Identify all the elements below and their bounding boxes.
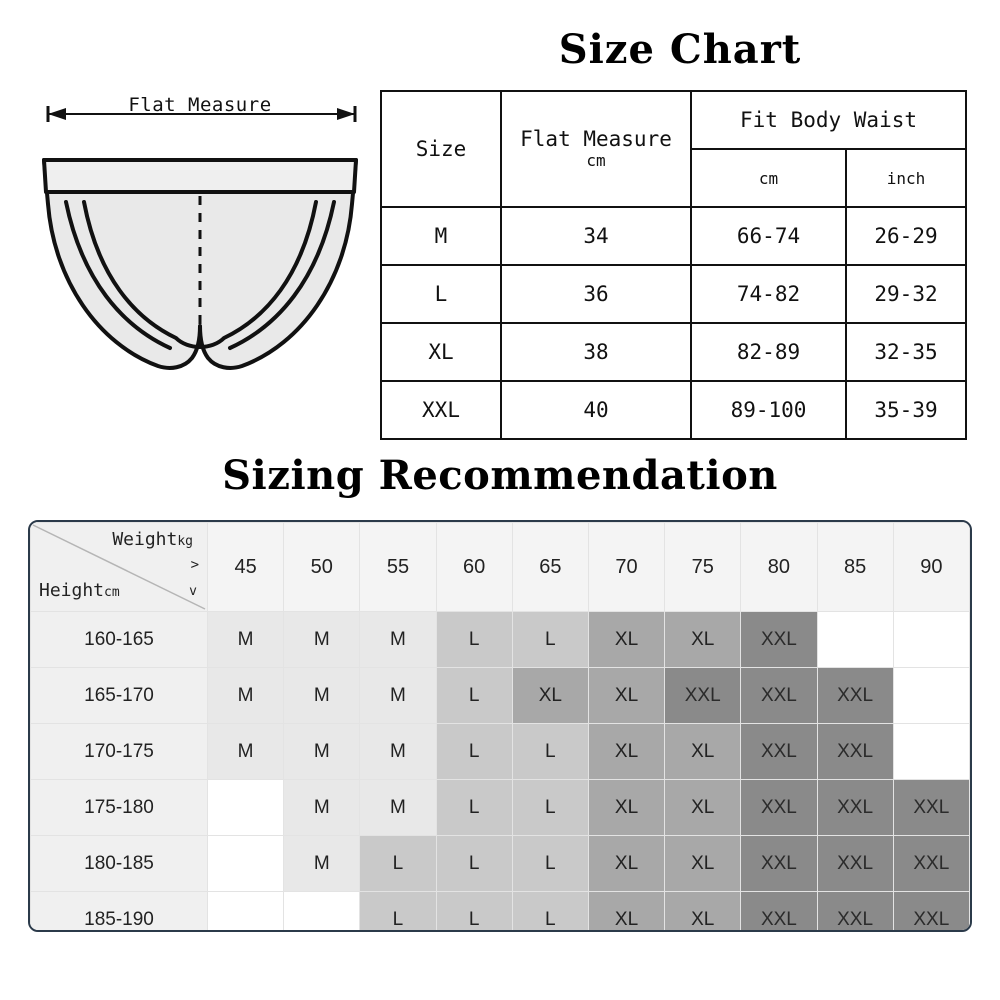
flat-measure-illustration xyxy=(30,80,370,380)
reco-size-cell: XL xyxy=(588,612,664,668)
cell-flat-measure: 36 xyxy=(501,265,691,323)
reco-size-cell: XL xyxy=(588,668,664,724)
reco-size-cell: L xyxy=(512,836,588,892)
reco-size-cell: XXL xyxy=(893,780,969,836)
reco-height-header: 160-165 xyxy=(31,612,208,668)
reco-size-cell xyxy=(208,836,284,892)
reco-weight-header: 45 xyxy=(208,523,284,612)
reco-size-cell: XL xyxy=(588,892,664,933)
reco-size-cell: M xyxy=(284,724,360,780)
reco-weight-header: 60 xyxy=(436,523,512,612)
reco-size-cell: XXL xyxy=(893,836,969,892)
table-header-row xyxy=(381,91,966,149)
reco-size-cell: XL xyxy=(588,780,664,836)
header-flat-measure-unit: cm xyxy=(586,151,606,171)
reco-size-cell: M xyxy=(284,780,360,836)
table-row xyxy=(381,265,966,323)
reco-header-row xyxy=(31,523,970,612)
cell-flat-measure: 38 xyxy=(501,323,691,381)
reco-size-cell: XL xyxy=(512,668,588,724)
reco-size-cell: XXL xyxy=(741,612,817,668)
header-flat-measure xyxy=(501,91,691,207)
reco-weight-header: 85 xyxy=(817,523,893,612)
reco-size-cell: XXL xyxy=(817,668,893,724)
reco-size-cell: M xyxy=(360,780,436,836)
size-chart-title: Size Chart xyxy=(558,26,802,73)
reco-size-cell: XL xyxy=(588,836,664,892)
cell-size: XL xyxy=(381,323,501,381)
reco-size-cell: L xyxy=(512,780,588,836)
reco-size-cell: XXL xyxy=(741,668,817,724)
reco-height-label: Heightcm xyxy=(39,580,120,601)
header-waist-cm: cm xyxy=(691,149,846,207)
reco-size-cell: M xyxy=(360,724,436,780)
reco-size-cell xyxy=(893,612,969,668)
reco-size-cell: L xyxy=(436,612,512,668)
cell-waist-inch: 35-39 xyxy=(846,381,966,439)
cell-size: L xyxy=(381,265,501,323)
reco-size-cell: M xyxy=(360,612,436,668)
reco-height-header: 175-180 xyxy=(31,780,208,836)
reco-size-cell: L xyxy=(512,724,588,780)
header-size: Size xyxy=(381,91,501,207)
reco-size-cell: L xyxy=(436,892,512,933)
reco-size-cell: XL xyxy=(665,612,741,668)
cell-waist-cm: 74-82 xyxy=(691,265,846,323)
reco-size-cell: XXL xyxy=(817,892,893,933)
reco-height-header: 165-170 xyxy=(31,668,208,724)
reco-size-cell xyxy=(208,892,284,933)
reco-size-cell: M xyxy=(284,612,360,668)
reco-weight-arrow: > xyxy=(190,557,199,573)
reco-size-cell: L xyxy=(436,724,512,780)
reco-size-cell: XXL xyxy=(817,836,893,892)
cell-size: M xyxy=(381,207,501,265)
cell-size: XXL xyxy=(381,381,501,439)
reco-corner-cell xyxy=(31,523,208,612)
header-waist-inch: inch xyxy=(846,149,966,207)
reco-size-cell: L xyxy=(436,780,512,836)
table-row xyxy=(381,207,966,265)
header-flat-measure-text: Flat Measure xyxy=(520,127,672,152)
reco-size-cell: L xyxy=(512,892,588,933)
sizing-recommendation-panel xyxy=(28,520,972,932)
cell-waist-inch: 32-35 xyxy=(846,323,966,381)
sizing-recommendation-table xyxy=(30,522,970,932)
reco-size-cell: M xyxy=(284,668,360,724)
flat-measure-label: Flat Measure xyxy=(128,94,272,116)
briefs-icon xyxy=(30,130,370,380)
cell-flat-measure: 40 xyxy=(501,381,691,439)
header-fit-body-waist: Fit Body Waist xyxy=(691,91,966,149)
reco-size-cell: L xyxy=(360,836,436,892)
reco-height-header: 170-175 xyxy=(31,724,208,780)
reco-weight-header: 90 xyxy=(893,523,969,612)
reco-size-cell: M xyxy=(360,668,436,724)
sizing-recommendation-title: Sizing Recommendation xyxy=(222,452,778,499)
reco-row xyxy=(31,836,970,892)
reco-size-cell: XXL xyxy=(665,668,741,724)
reco-size-cell xyxy=(893,668,969,724)
reco-size-cell: XL xyxy=(665,836,741,892)
cell-waist-cm: 89-100 xyxy=(691,381,846,439)
size-chart-table xyxy=(380,90,967,440)
measure-arrow-icon xyxy=(44,104,359,124)
reco-size-cell xyxy=(208,780,284,836)
reco-weight-header: 65 xyxy=(512,523,588,612)
reco-size-cell: XXL xyxy=(817,724,893,780)
reco-size-cell: XL xyxy=(665,724,741,780)
cell-flat-measure: 34 xyxy=(501,207,691,265)
reco-size-cell: XXL xyxy=(817,780,893,836)
reco-size-cell: M xyxy=(208,668,284,724)
reco-size-cell: XXL xyxy=(741,780,817,836)
reco-size-cell: L xyxy=(436,668,512,724)
reco-size-cell: XL xyxy=(588,724,664,780)
reco-size-cell: XXL xyxy=(893,892,969,933)
reco-size-cell: XXL xyxy=(741,892,817,933)
reco-size-cell: M xyxy=(208,612,284,668)
reco-weight-header: 70 xyxy=(588,523,664,612)
reco-row xyxy=(31,612,970,668)
reco-size-cell: L xyxy=(512,612,588,668)
reco-height-arrow: v xyxy=(189,584,197,599)
cell-waist-cm: 82-89 xyxy=(691,323,846,381)
reco-size-cell: M xyxy=(284,836,360,892)
reco-weight-header: 55 xyxy=(360,523,436,612)
reco-height-header: 180-185 xyxy=(31,836,208,892)
cell-waist-inch: 29-32 xyxy=(846,265,966,323)
reco-row xyxy=(31,668,970,724)
table-row xyxy=(381,323,966,381)
reco-size-cell xyxy=(817,612,893,668)
reco-size-cell xyxy=(893,724,969,780)
cell-waist-inch: 26-29 xyxy=(846,207,966,265)
reco-size-cell: XXL xyxy=(741,724,817,780)
reco-size-cell: XL xyxy=(665,892,741,933)
reco-row xyxy=(31,892,970,933)
reco-weight-header: 75 xyxy=(665,523,741,612)
reco-height-header: 185-190 xyxy=(31,892,208,933)
cell-waist-cm: 66-74 xyxy=(691,207,846,265)
reco-size-cell: L xyxy=(436,836,512,892)
size-chart-section xyxy=(0,0,1000,440)
reco-size-cell: XL xyxy=(665,780,741,836)
reco-weight-header: 50 xyxy=(284,523,360,612)
reco-row xyxy=(31,780,970,836)
reco-weight-label: Weightkg xyxy=(112,529,193,550)
reco-row xyxy=(31,724,970,780)
reco-size-cell: L xyxy=(360,892,436,933)
reco-size-cell: XXL xyxy=(741,836,817,892)
reco-size-cell: M xyxy=(208,724,284,780)
table-row xyxy=(381,381,966,439)
reco-size-cell xyxy=(284,892,360,933)
reco-weight-header: 80 xyxy=(741,523,817,612)
